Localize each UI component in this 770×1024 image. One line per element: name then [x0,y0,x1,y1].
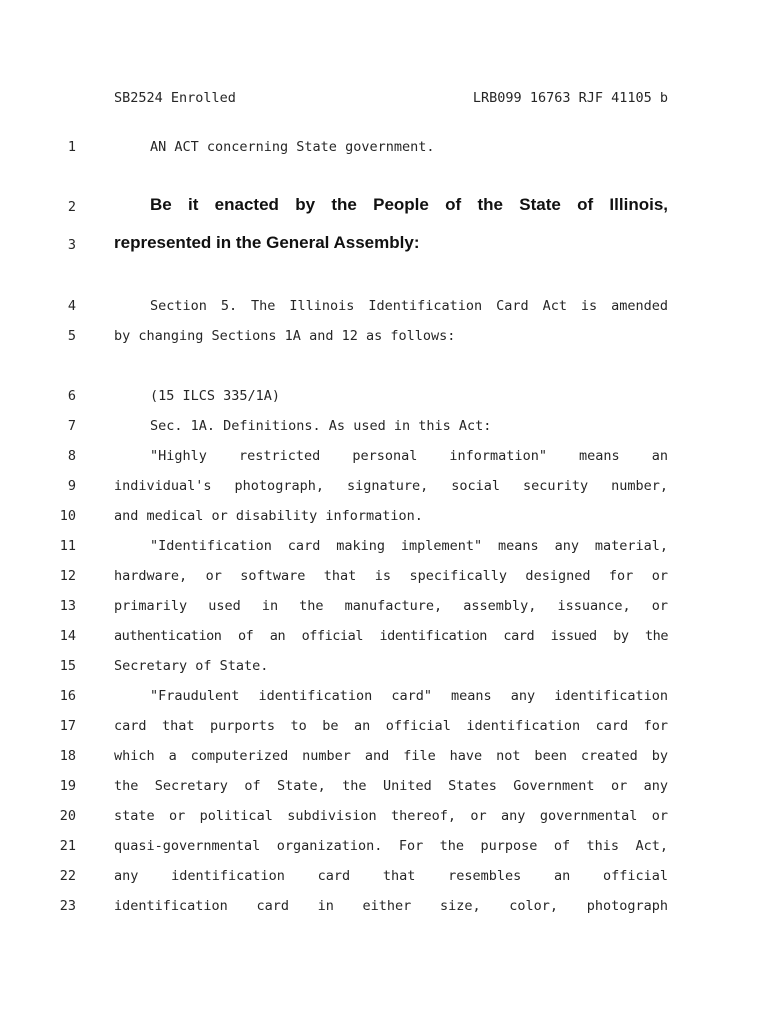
body-line: card that purports to be an official identification card for [114,718,668,734]
body-line: Section 5. The Illinois Identification Card Act is amended [150,298,668,314]
line-number: 16 [59,688,76,704]
line-number: 1 [67,139,76,155]
line-number: 9 [67,478,76,494]
line-number: 7 [67,418,76,434]
body-line: quasi-governmental organization. For the purpose of this Act, [114,838,668,854]
body-line: any identification card that resembles an official [114,868,668,884]
line-number: 11 [59,538,76,554]
line-number: 23 [59,898,76,914]
body-line: authentication of an official identification card issued by the [114,628,668,644]
line-number: 2 [67,199,76,215]
line-number: 22 [59,868,76,884]
body-line: state or political subdivision thereof, or any governmental or [114,808,668,824]
line-number: 8 [67,448,76,464]
body-line: and medical or disability information. [114,508,423,524]
line-number: 10 [59,508,76,524]
statute-citation: (15 ILCS 335/1A) [150,388,281,404]
act-title: AN ACT concerning State government. [150,139,435,155]
body-line: "Identification card making implement" means any material, [150,538,668,554]
body-line: "Highly restricted personal information" means an [150,448,668,464]
lrb-code: LRB099 16763 RJF 41105 b [472,90,668,106]
line-number: 4 [67,298,76,314]
body-line: individual's photograph, signature, social security number, [114,478,668,494]
line-number: 6 [67,388,76,404]
line-number: 14 [59,628,76,644]
line-number: 19 [59,778,76,794]
body-line: hardware, or software that is specifically designed for or [114,568,668,584]
section-heading: Sec. 1A. Definitions. As used in this Act: [150,418,492,434]
line-number: 5 [67,328,76,344]
body-line: which a computerized number and file have not been created by [114,748,668,764]
line-number: 20 [59,808,76,824]
line-number: 12 [59,568,76,584]
body-line: by changing Sections 1A and 12 as follows: [114,328,456,344]
line-number: 15 [59,658,76,674]
body-line: "Fraudulent identification card" means any identification [150,688,668,704]
body-line: identification card in either size, color, photograph [114,898,668,914]
line-number: 17 [59,718,76,734]
line-number: 21 [59,838,76,854]
body-line: the Secretary of State, the United States Government or any [114,778,668,794]
body-line: Secretary of State. [114,658,269,674]
line-number: 18 [59,748,76,764]
body-line: primarily used in the manufacture, assembly, issuance, or [114,598,668,614]
line-number: 13 [59,598,76,614]
line-number: 3 [67,237,76,253]
enacting-clause: Be it enacted by the People of the State of Illinois, [150,195,668,214]
bill-number: SB2524 Enrolled [114,90,236,106]
enacting-clause: represented in the General Assembly: [114,233,420,252]
